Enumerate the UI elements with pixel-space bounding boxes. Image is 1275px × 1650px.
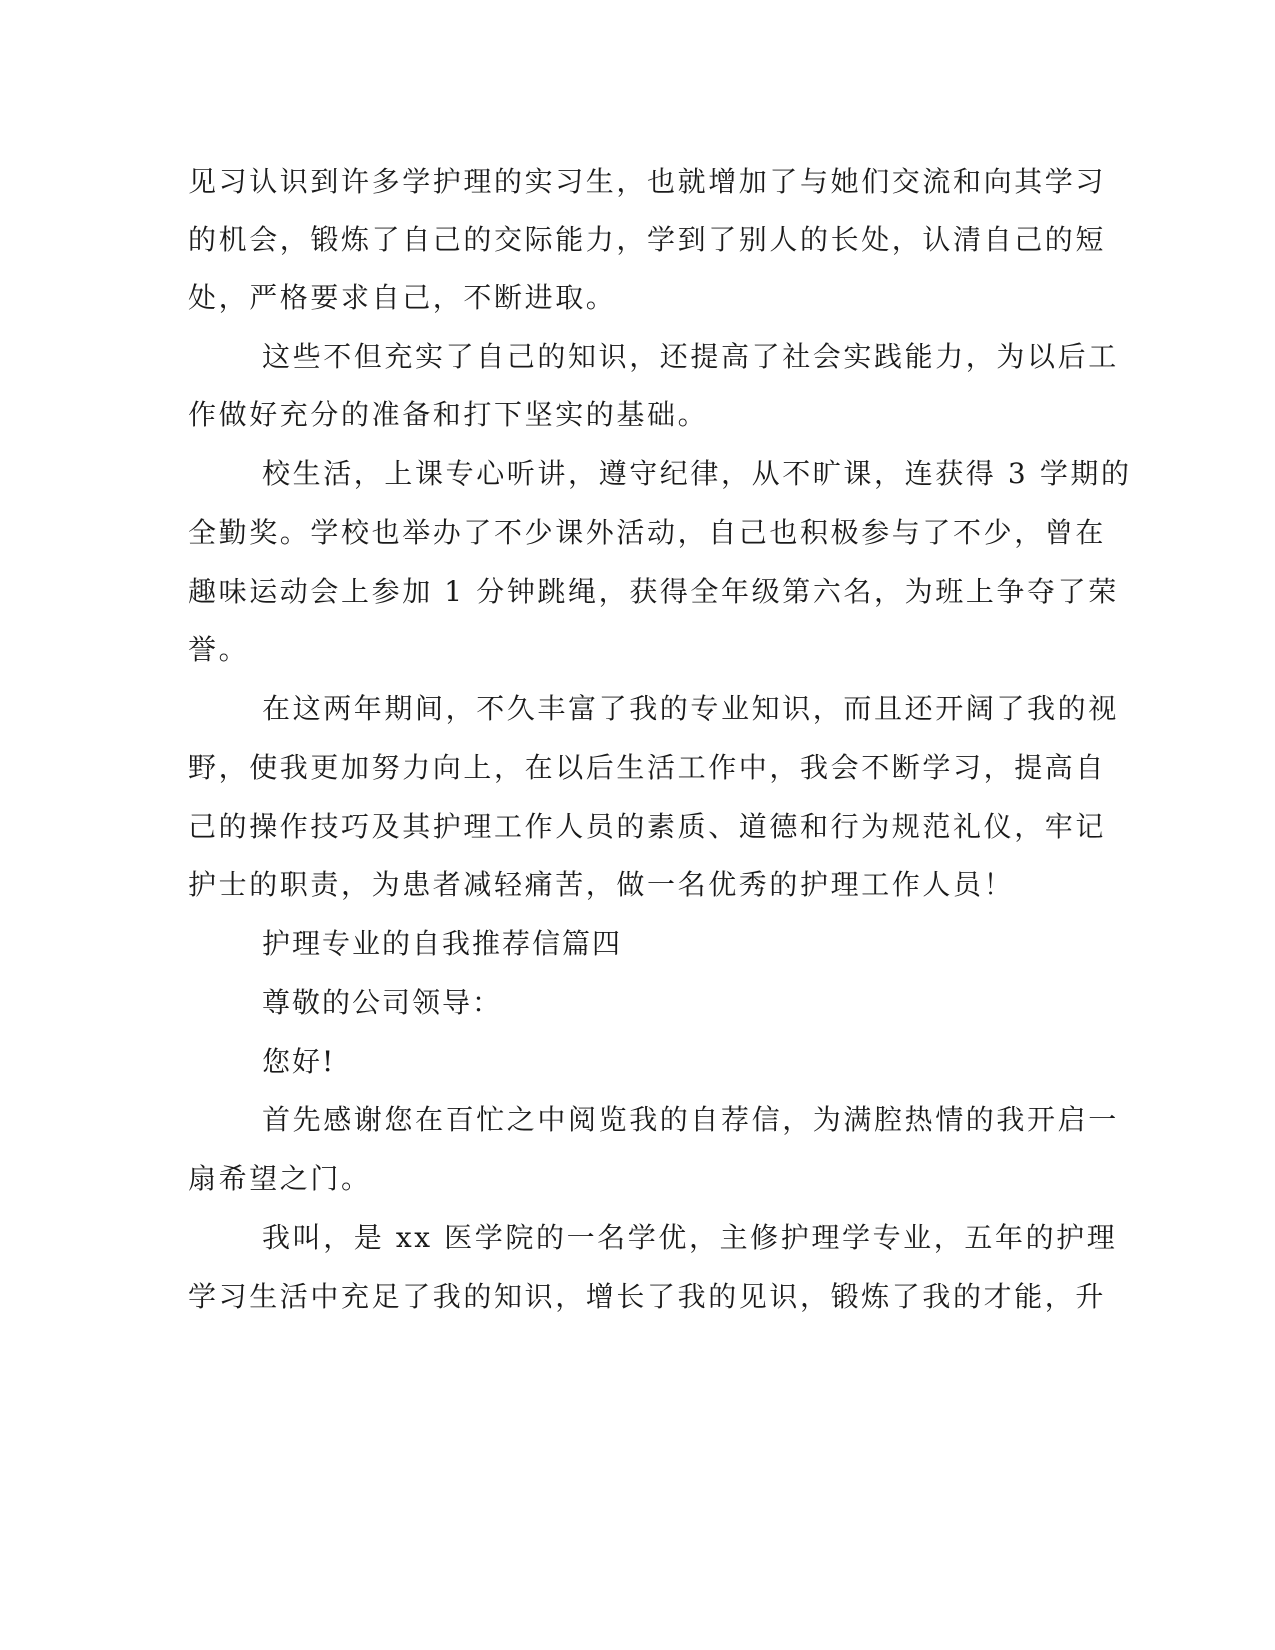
paragraph-line: 处，严格要求自己，不断进取。: [188, 281, 617, 314]
paragraph-line: 护士的职责，为患者减轻痛苦，做一名优秀的护理工作人员！: [188, 868, 1015, 901]
paragraph-line: 学习生活中充足了我的知识，增长了我的见识，锻炼了我的才能，升: [188, 1280, 1107, 1313]
paragraph-line: 见习认识到许多学护理的实习生，也就增加了与她们交流和向其学习: [188, 165, 1107, 198]
salutation: 尊敬的公司领导：: [262, 986, 503, 1019]
paragraph-line: 我叫，是 xx 医学院的一名学优，主修护理学专业，五年的护理: [262, 1221, 1118, 1254]
paragraph-line: 的机会，锻炼了自己的交际能力，学到了别人的长处，认清自己的短: [188, 223, 1107, 256]
section-heading: 护理专业的自我推荐信篇四: [262, 927, 623, 960]
paragraph-line: 校生活，上课专心听讲，遵守纪律，从不旷课，连获得 3 学期的: [262, 457, 1132, 490]
paragraph-line: 首先感谢您在百忙之中阅览我的自荐信，为满腔热情的我开启一: [262, 1103, 1119, 1136]
paragraph-line: 誉。: [188, 633, 250, 666]
paragraph-line: 己的操作技巧及其护理工作人员的素质、道德和行为规范礼仪，牢记: [188, 810, 1107, 843]
paragraph-line: 在这两年期间，不久丰富了我的专业知识，而且还开阔了我的视: [262, 692, 1119, 725]
paragraph-line: 趣味运动会上参加 1 分钟跳绳，获得全年级第六名，为班上争夺了荣: [188, 575, 1119, 608]
paragraph-line: 作做好充分的准备和打下坚实的基础。: [188, 398, 709, 431]
paragraph-line: 全勤奖。学校也举办了不少课外活动，自己也积极参与了不少，曾在: [188, 516, 1107, 549]
paragraph-line: 这些不但充实了自己的知识，还提高了社会实践能力，为以后工: [262, 340, 1119, 373]
paragraph-line: 扇希望之门。: [188, 1162, 372, 1195]
greeting: 您好!: [262, 1045, 336, 1078]
paragraph-line: 野，使我更加努力向上，在以后生活工作中，我会不断学习，提高自: [188, 751, 1107, 784]
